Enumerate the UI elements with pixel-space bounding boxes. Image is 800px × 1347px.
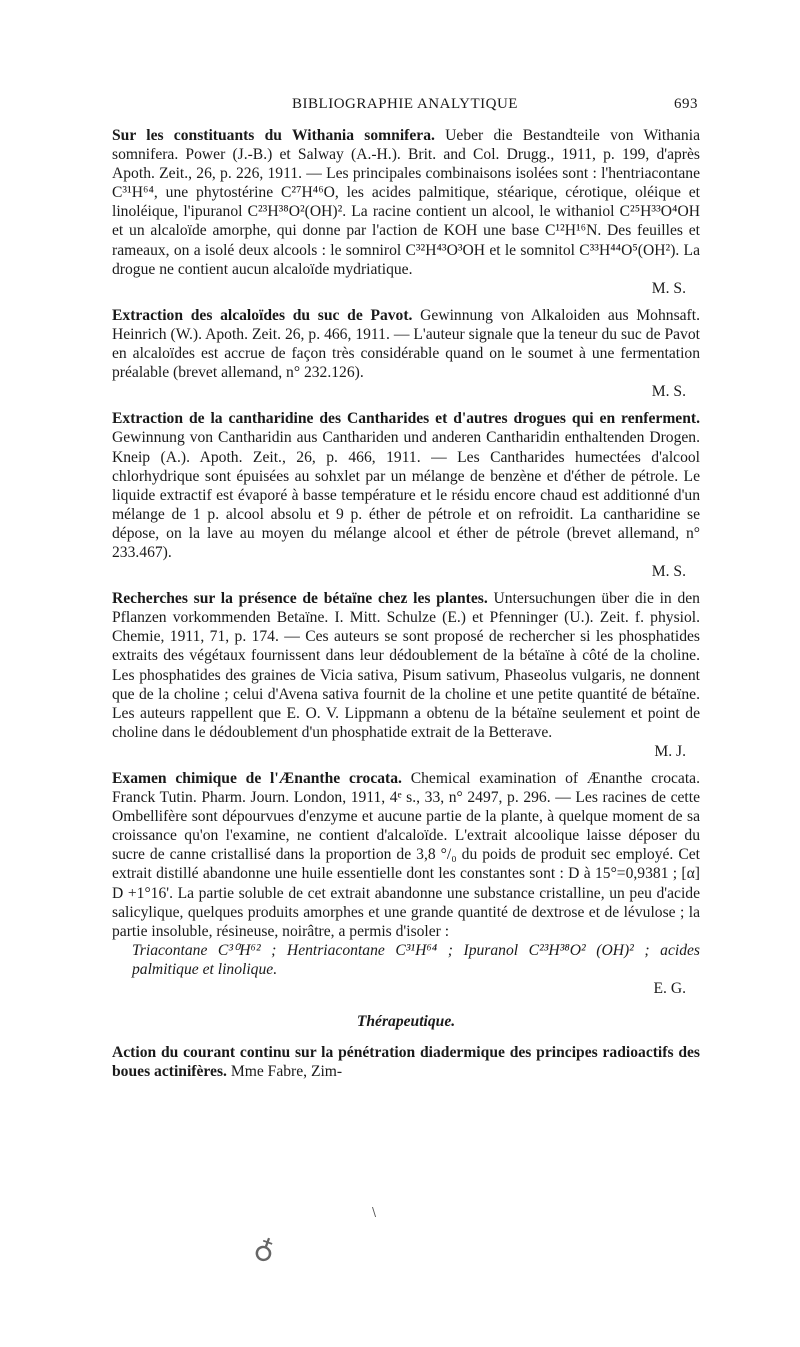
- entry-signature: M. J.: [654, 742, 686, 760]
- entry-pavot: [112, 306, 700, 401]
- section-heading: Thérapeutique.: [356, 1013, 456, 1031]
- entry-signature: M. S.: [651, 563, 686, 581]
- ink-blot-icon: ♁: [249, 1229, 281, 1268]
- entry-signature: M. S.: [651, 279, 686, 297]
- entry-betaine: [112, 589, 700, 761]
- entry-courant-continu: [112, 1043, 700, 1081]
- entry-title: Action du courant continu sur la pénétration diadermique des principes radioactifs des boues actinifères.: [112, 1044, 700, 1081]
- entry-text: Untersuchungen über die in den Pflanzen vorkommenden Betaïne. I. Mitt. Schulze (E.) et Pfenninger (U.). Zeit. f. physiol. Chemie, 1911, 71, p. 174. — Ces auteurs se sont proposé de rechercher si les phosphatides extraits des végétaux fournissent dans leur dédoublement de la bétaïne à côté de la choline. Les phosphatides des graines de Vicia sativa, Pisum sativum, Phaseolus vulgaris, ne donnent que de la choline ; celui d'Avena sativa fournit de la choline et une petite quantité de bétaïne. Les auteurs rappellent que E. O. V. Lippmann a obtenu de la bétaïne seulement et point de choline dans le dédoublement d'un phosphatide extrait de la Betterave.: [112, 590, 700, 741]
- entry-text: Ueber die Bestandteile von Withania somnifera. Power (J.-B.) et Salway (A.-H.). Brit. and Col. Drugg., 1911, p. 199, d'après Apoth. Zeit., 26, p. 226, 1911. — Les principales combinaisons isolées sont : l'hentriacontane C³¹H⁶⁴, une phytostérine C²⁷H⁴⁶O, les acides palmitique, stéarique, cérotique, oléique et linoléique, l'ipuranol C²³H³⁸O²(OH)². La racine contient un alcool, le withaniol C²⁵H³³O⁴OH et un alcaloïde amorphe, qui donne par l'action de KOH une base C¹²H¹⁶N. Des feuilles et rameaux, on a isolé deux alcools : le somnirol C³²H⁴³O³OH et le somnitol C³³H⁴⁴O⁵(OH²). La drogue ne contient aucun alcaloïde mydriatique.: [112, 127, 700, 278]
- entry-signature: E. G.: [653, 980, 686, 998]
- entry-oenanthe: [112, 769, 700, 998]
- entry-text: Mme Fabre, Zim-: [230, 1063, 343, 1081]
- entry-withania: [112, 126, 700, 298]
- entry-cantharidine: [112, 409, 700, 581]
- entry-title: Recherches sur la présence de bétaïne chez les plantes.: [112, 590, 488, 608]
- entry-text: Chemical examination of Ænanthe crocata. Franck Tutin. Pharm. Journ. London, 1911, 4ᵉ s., 33, n° 2497, p. 296. — Les racines de cette Ombellifère sont dépourvues d'enzyme et aucune partie de la plante, à quelque moment de sa croissance qu'on l'examine, ne contient d'alcaloïde. L'extrait alcoolique laisse déposer du sucre de canne cristallisé dans la proportion de 3,8 °/₀ du poids de produit sec employé. Cet extrait distillé abandonne une huile essentielle dont les constantes sont : D à 15°=0,9381 ; [α] D +1°16'. La partie soluble de cet extrait abandonne une substance cristalline, un peu d'acide salicylique, quelques produits amorphes et une grande quantité de dextrose et de lévulose ; la partie insoluble, résineuse, noirâtre, a permis d'isoler :: [112, 770, 700, 940]
- entry-title: Examen chimique de l'Ænanthe crocata.: [112, 770, 402, 787]
- stray-mark-icon: \: [372, 1205, 377, 1219]
- entry-title: Sur les constituants du Withania somnifera.: [112, 127, 435, 144]
- entry-text: Gewinnung von Cantharidin aus Canthariden und anderen Cantharidin enthaltenden Drogen. Kneip (A.). Apoth. Zeit., 26, p. 466, 1911. — Les Cantharides humectées d'alcool chlorhydrique sont épuisées au sohxlet par un mélange de benzène et d'éther de pétrole. Le liquide extractif est évaporé à basse température et le résidu encore chaud est additionné d'un mélange de 1 p. alcool absolu et 9 p. éther de pétrole et on refroidit. La cantharidine se dépose, on la lave au moyen du mélange alcool et éther de pétrole (brevet allemand, n° 233.467).: [112, 429, 700, 561]
- article-body: [112, 126, 700, 1089]
- entry-text: Gewinnung von Alkaloiden aus Mohnsaft. Heinrich (W.). Apoth. Zeit. 26, p. 466, 1911. — L'auteur signale que la teneur du suc de Pavot en alcaloïdes est accrue de façon très considérable quand on le soumet à une fermentation préalable (brevet allemand, n° 232.126).: [112, 306, 700, 382]
- page-number: 693: [674, 96, 698, 112]
- entry-title: Extraction des alcaloïdes du suc de Pavot.: [112, 306, 413, 324]
- running-head-title: BIBLIOGRAPHIE ANALYTIQUE: [292, 96, 518, 112]
- entry-signature: M. S.: [651, 383, 686, 401]
- entry-formula: Triacontane C³⁰H⁶² ; Hentriacontane C³¹H⁶⁴ ; Ipuranol C²³H³⁸O² (OH)² ; acides palmitique et linolique.: [132, 941, 700, 978]
- entry-title: Extraction de la cantharidine des Cantharides et d'autres drogues qui en renferment.: [112, 410, 700, 428]
